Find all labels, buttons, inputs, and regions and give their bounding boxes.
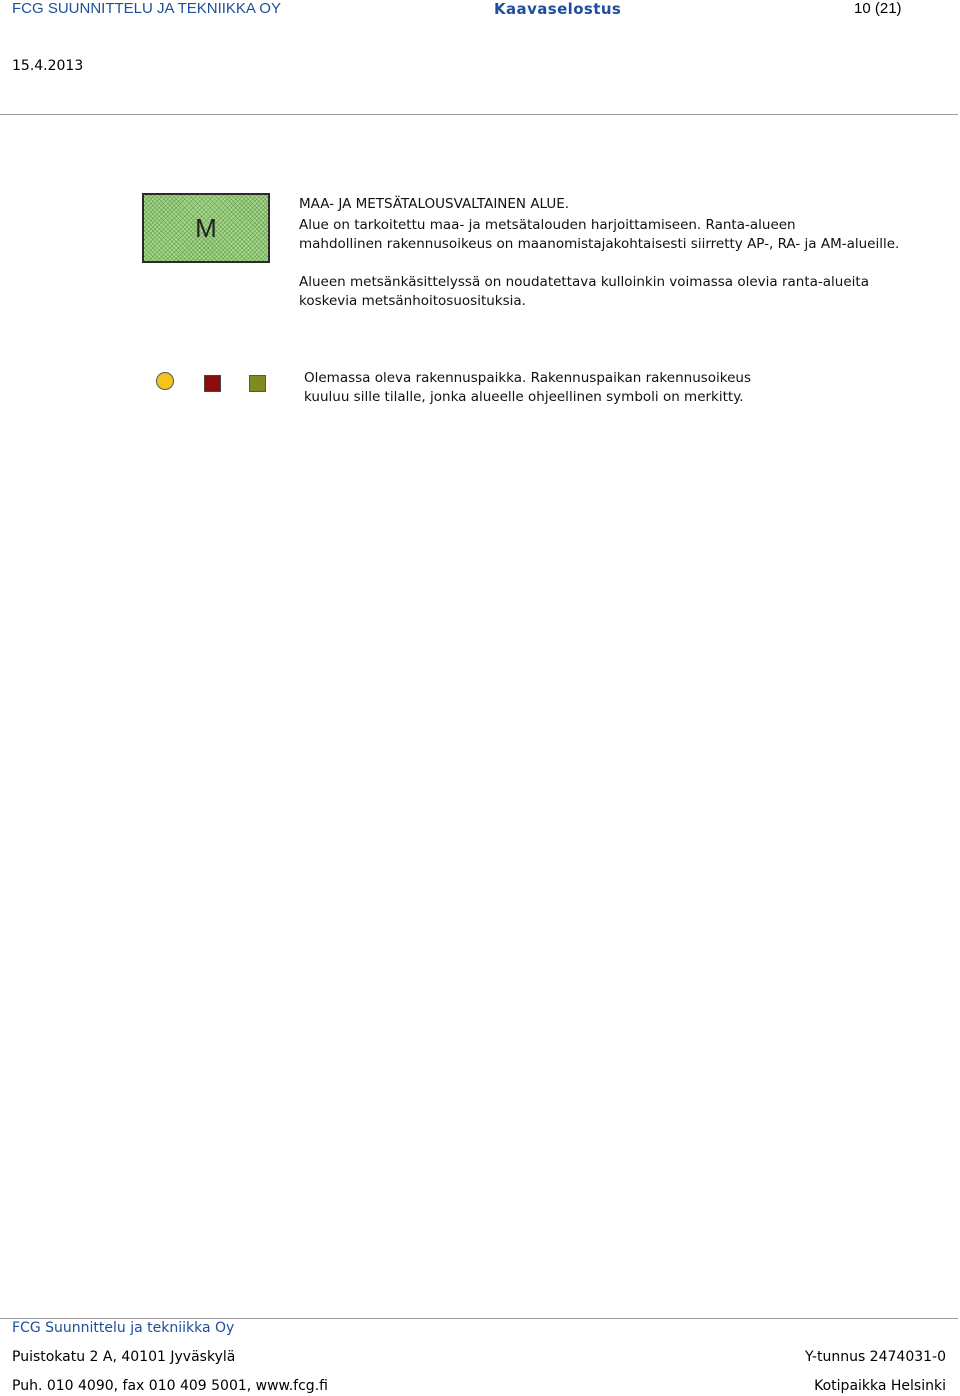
m-area-heading: MAA- JA METSÄTALOUSVALTAINEN ALUE. — [299, 196, 570, 212]
red-square-icon — [204, 375, 221, 392]
olive-square-icon — [249, 375, 266, 392]
document-title: Kaavaselostus — [494, 0, 622, 18]
m-area-note-line: koskevia metsänhoitosuosituksia. — [299, 293, 526, 309]
yellow-circle-icon — [156, 372, 174, 390]
m-area-description — [299, 216, 899, 254]
footer-divider — [0, 1318, 958, 1319]
building-site-description-line: Olemassa oleva rakennuspaikka. Rakennuspaikan rakennusoikeus — [304, 370, 752, 386]
page-number: 10 (21) — [854, 0, 902, 17]
header-company: FCG SUUNNITTELU JA TEKNIIKKA OY — [12, 0, 281, 17]
m-area-description-line: Alue on tarkoitettu maa- ja metsätalouden harjoittamiseen. Ranta-alueen — [299, 217, 796, 233]
document-date: 15.4.2013 — [12, 58, 84, 74]
m-area-description-line: mahdollinen rakennusoikeus on maanomistajakohtaisesti siirretty AP-, RA- ja AM-alueille. — [299, 236, 900, 252]
building-site-description-line: kuuluu sille tilalle, jonka alueelle ohjeellinen symboli on merkitty. — [304, 389, 744, 405]
m-area-letter: M — [195, 212, 217, 243]
footer-company: FCG Suunnittelu ja tekniikka Oy — [12, 1320, 235, 1336]
footer-contact: Puh. 010 4090, fax 010 409 5001, www.fcg.fi — [12, 1378, 328, 1394]
building-site-description — [304, 369, 751, 407]
header-divider — [0, 114, 958, 115]
m-area-note-line: Alueen metsänkäsittelyssä on noudatettava kulloinkin voimassa olevia ranta-alueita — [299, 274, 869, 290]
footer-business-id: Y-tunnus 2474031-0 — [805, 1349, 946, 1365]
m-area-note — [299, 273, 869, 311]
footer-domicile: Kotipaikka Helsinki — [814, 1378, 946, 1394]
m-area-legend-symbol — [142, 193, 270, 263]
footer-address: Puistokatu 2 A, 40101 Jyväskylä — [12, 1349, 236, 1365]
